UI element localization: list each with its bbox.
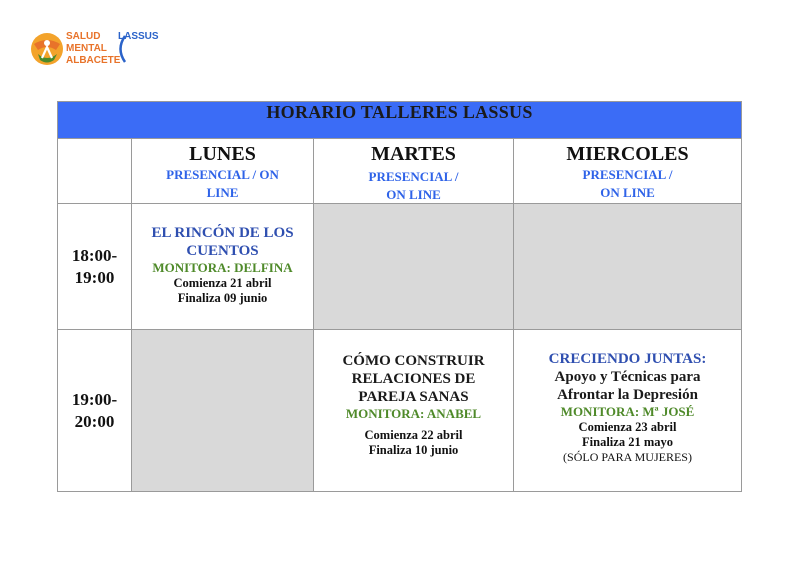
workshop-end: Finaliza 10 junio (368, 443, 459, 457)
day-name: LUNES (189, 143, 256, 165)
day-mode-2: ON LINE (386, 187, 441, 202)
day-mode-2: LINE (206, 185, 239, 200)
logo-figure-icon (30, 32, 64, 66)
workshop-cell-lunes-18 (132, 204, 314, 330)
logo (30, 30, 170, 72)
workshop-title: EL RINCÓN DE LOS (151, 225, 294, 241)
logo-line-salud: SALUD (66, 31, 101, 42)
day-header-miercoles (514, 139, 742, 204)
workshop-title: PAREJA SANAS (358, 389, 469, 405)
day-name: MARTES (371, 143, 456, 165)
day-mode-1: PRESENCIAL / (368, 169, 459, 184)
workshop-subtitle: Afrontar la Depresión (557, 387, 698, 403)
time-start: 18:00- (71, 245, 118, 265)
day-mode-1: PRESENCIAL / (582, 167, 673, 182)
time-cell-19 (58, 330, 132, 492)
schedule-table (57, 101, 742, 492)
schedule-title: HORARIO TALLERES LASSUS (58, 102, 742, 139)
corner-cell (58, 139, 132, 204)
workshop-cell-martes-19 (314, 330, 514, 492)
empty-cell-lunes-19 (132, 330, 314, 492)
workshop-start: Comienza 22 abril (364, 428, 463, 442)
day-header-lunes (132, 139, 314, 204)
slot-row-18 (58, 204, 742, 330)
slot-row-19 (58, 330, 742, 492)
workshop-end: Finaliza 21 mayo (582, 435, 673, 449)
workshop-title: RELACIONES DE (351, 371, 476, 387)
header-row (58, 139, 742, 204)
time-end: 20:00 (74, 411, 115, 431)
empty-cell-martes-18 (314, 204, 514, 330)
workshop-title: CUENTOS (186, 243, 259, 259)
workshop-title: CÓMO CONSTRUIR (342, 353, 485, 369)
logo-brand: LASSUS (118, 31, 159, 42)
time-end: 19:00 (74, 267, 115, 287)
workshop-monitor: MONITORA: Mª JOSÉ (560, 404, 695, 419)
workshop-monitor: MONITORA: ANABEL (345, 406, 482, 421)
day-mode-2: ON LINE (600, 185, 655, 200)
workshop-start: Comienza 21 abril (173, 276, 272, 290)
day-header-martes (314, 139, 514, 204)
workshop-title: CRECIENDO JUNTAS: (548, 351, 707, 367)
workshop-end: Finaliza 09 junio (177, 291, 268, 305)
workshop-cell-miercoles-19 (514, 330, 742, 492)
logo-line-albacete: ALBACETE (66, 55, 121, 66)
empty-cell-miercoles-18 (514, 204, 742, 330)
time-cell-18 (58, 204, 132, 330)
day-mode-1: PRESENCIAL / ON (166, 167, 279, 182)
workshop-subtitle: Apoyo y Técnicas para (554, 369, 701, 385)
workshop-monitor: MONITORA: DELFINA (152, 260, 293, 275)
workshop-start: Comienza 23 abril (578, 420, 677, 434)
time-start: 19:00- (71, 389, 118, 409)
logo-line-mental: MENTAL (66, 43, 107, 54)
workshop-note: (SÓLO PARA MUJERES) (563, 450, 692, 464)
title-row (58, 102, 742, 139)
day-name: MIERCOLES (566, 143, 689, 165)
